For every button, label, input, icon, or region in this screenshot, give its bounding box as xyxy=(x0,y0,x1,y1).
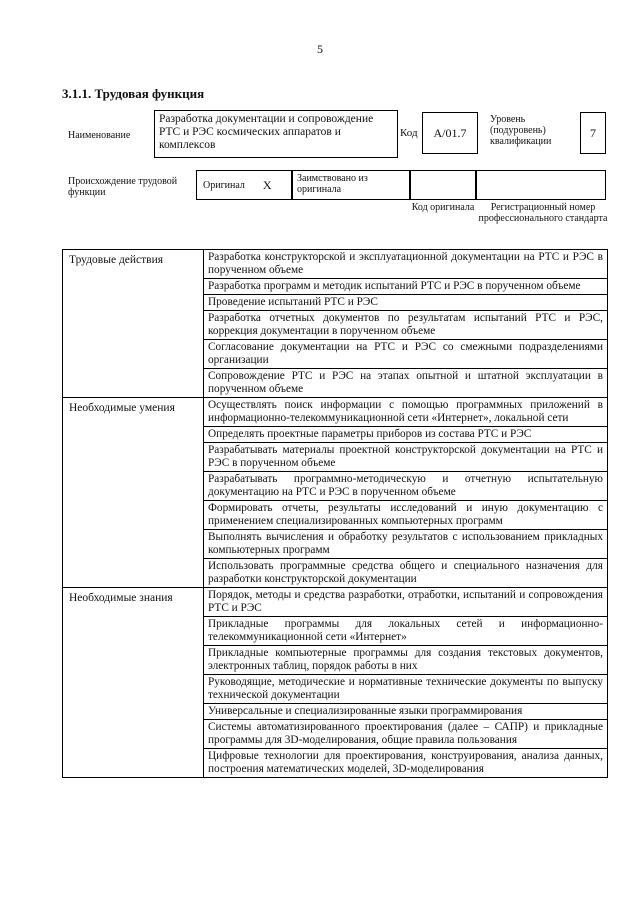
section-item: Универсальные и специализированные языки программирования xyxy=(204,704,608,720)
section-title: Трудовые действия xyxy=(63,250,204,398)
section-item: Выполнять вычисления и обработку результатов с использованием прикладных компьютерных программ xyxy=(204,530,608,559)
section-item: Сопровождение РТС и РЭС на этапах опытной и штатной эксплуатации в порученном объеме xyxy=(204,369,608,398)
section-item: Разработка отчетных документов по результатам испытаний РТС и РЭС, коррекция документации в порученном объеме xyxy=(204,311,608,340)
section-title: Необходимые знания xyxy=(63,588,204,778)
section-item: Разработка программ и методик испытаний РТС и РЭС в порученном объеме xyxy=(204,279,608,295)
code-original-cell xyxy=(410,170,476,200)
section-item: Формировать отчеты, результаты исследований и иную документацию с применением специализированных компьютерных программ xyxy=(204,501,608,530)
section-heading: 3.1.1. Трудовая функция xyxy=(62,86,205,101)
section-item: Разрабатывать материалы проектной конструкторской документации на РТС и РЭС в порученном объеме xyxy=(204,443,608,472)
section-item: Разработка конструкторской и эксплуатационной документации на РТС и РЭС в порученном объеме xyxy=(204,250,608,279)
function-table xyxy=(62,249,608,778)
page-number: 5 xyxy=(317,42,323,56)
table-row xyxy=(63,588,608,617)
section-item: Прикладные компьютерные программы для создания текстовых документов, электронных таблиц, порядок работы в них xyxy=(204,646,608,675)
original-cell xyxy=(196,170,292,200)
reg-number-caption: Регистрационный номер профессионального стандарта xyxy=(478,202,608,224)
code-original-caption: Код оригинала xyxy=(411,202,475,213)
reg-number-cell xyxy=(476,170,606,200)
function-name-field: Разработка документации и сопровождение РТС и РЭС космических аппаратов и комплексов xyxy=(154,110,398,158)
section-title: Необходимые умения xyxy=(63,398,204,588)
table-row xyxy=(63,250,608,279)
section-item: Руководящие, методические и нормативные технические документы по выпуску технической документации xyxy=(204,675,608,704)
table-row xyxy=(63,398,608,427)
section-item: Согласование документации на РТС и РЭС со смежными подразделениями организации xyxy=(204,340,608,369)
name-label: Наименование xyxy=(68,130,131,141)
original-label: Оригинал xyxy=(203,179,245,191)
section-item: Цифровые технологии для проектирования, конструирования, анализа данных, построения математических моделей, 3D-моделирования xyxy=(204,749,608,778)
section-item: Определять проектные параметры приборов из состава РТС и РЭС xyxy=(204,427,608,443)
level-field: 7 xyxy=(580,112,606,154)
borrowed-cell: Заимствовано из оригинала xyxy=(292,170,410,200)
origin-label: Происхождение трудовой функции xyxy=(68,176,178,198)
code-label: Код xyxy=(400,127,418,139)
level-label: Уровень (подуровень) квалификации xyxy=(490,114,552,147)
section-item: Прикладные программы для локальных сетей и информационно-телекоммуникационной сети «Интернет» xyxy=(204,617,608,646)
code-field: А/01.7 xyxy=(422,112,478,154)
section-item: Осуществлять поиск информации с помощью программных приложений в информационно-телекоммуникационной сети «Интернет», локальной сети xyxy=(204,398,608,427)
section-item: Проведение испытаний РТС и РЭС xyxy=(204,295,608,311)
section-item: Порядок, методы и средства разработки, отработки, испытаний и сопровождения РТС и РЭС xyxy=(204,588,608,617)
original-mark: X xyxy=(262,177,272,192)
section-item: Разрабатывать программно-методическую и отчетную испытательную документацию на РТС и РЭС в порученном объеме xyxy=(204,472,608,501)
section-item: Использовать программные средства общего и специального назначения для разработки конструкторской документации xyxy=(204,559,608,588)
section-item: Системы автоматизированного проектирования (далее – САПР) и прикладные программы для 3D-моделирования, общие правила пользования xyxy=(204,720,608,749)
